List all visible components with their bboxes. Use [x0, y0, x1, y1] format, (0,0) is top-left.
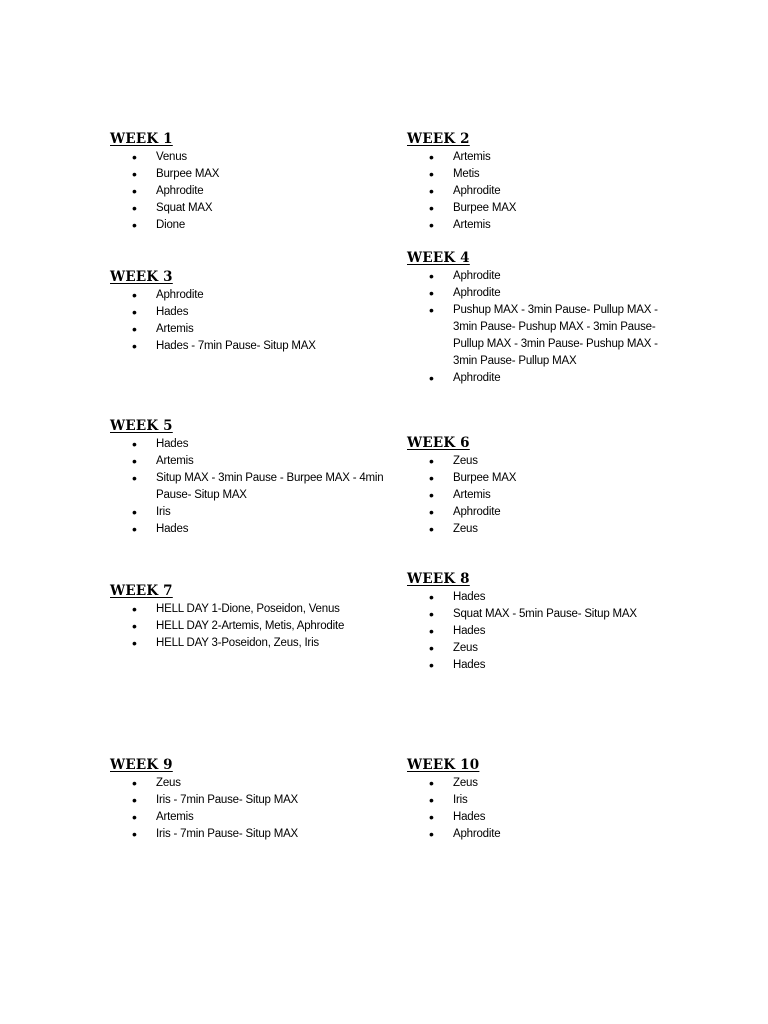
week-2-title: WEEK 2	[407, 131, 470, 147]
list-item: • Venus	[110, 149, 410, 166]
week-10-title: WEEK 10	[407, 757, 480, 773]
list-item: • Artemis	[407, 487, 677, 504]
week-3-section	[110, 269, 410, 355]
list-item: • Aphrodite	[407, 826, 677, 843]
week-5-section	[110, 418, 410, 538]
list-item: • Aphrodite	[407, 268, 677, 285]
list-item: • Hades	[407, 589, 677, 606]
list-item: • Hades - 7min Pause- Situp MAX	[110, 338, 410, 355]
week-10-list	[407, 775, 677, 843]
list-item: • HELL DAY 1-Dione, Poseidon, Venus	[110, 601, 410, 618]
list-item: • Zeus	[407, 521, 677, 538]
week-9-list	[110, 775, 410, 843]
week-9-title: WEEK 9	[110, 757, 173, 773]
list-item: • Squat MAX	[110, 200, 410, 217]
list-item: • Squat MAX - 5min Pause- Situp MAX	[407, 606, 677, 623]
week-3-list	[110, 287, 410, 355]
list-item: • Zeus	[407, 453, 677, 470]
list-item: • Situp MAX - 3min Pause - Burpee MAX - 4min Pause- Situp MAX	[110, 470, 410, 504]
list-item: • Dione	[110, 217, 410, 234]
list-item: • Burpee MAX	[407, 200, 677, 217]
week-8-title: WEEK 8	[407, 571, 470, 587]
list-item: • Artemis	[110, 453, 410, 470]
week-6-section	[407, 435, 677, 538]
list-item: • Artemis	[407, 149, 677, 166]
list-item: • Hades	[110, 521, 410, 538]
list-item: • Hades	[407, 623, 677, 640]
list-item: • Artemis	[407, 217, 677, 234]
list-item: • Hades	[407, 657, 677, 674]
week-4-title: WEEK 4	[407, 250, 470, 266]
week-7-list	[110, 601, 410, 652]
list-item: • Hades	[407, 809, 677, 826]
week-8-list	[407, 589, 677, 674]
list-item: • Aphrodite	[110, 183, 410, 200]
week-10-section	[407, 757, 677, 843]
week-9-section	[110, 757, 410, 843]
list-item: • Burpee MAX	[407, 470, 677, 487]
list-item: • Artemis	[110, 809, 410, 826]
list-item: • Hades	[110, 436, 410, 453]
week-4-list	[407, 268, 677, 387]
week-7-section	[110, 583, 410, 652]
week-2-section	[407, 131, 677, 234]
list-item: • Zeus	[407, 775, 677, 792]
list-item: • Artemis	[110, 321, 410, 338]
list-item: • Iris - 7min Pause- Situp MAX	[110, 792, 410, 809]
list-item: • Iris	[110, 504, 410, 521]
list-item: • Zeus	[110, 775, 410, 792]
week-8-section	[407, 571, 677, 674]
list-item: • Aphrodite	[407, 285, 677, 302]
list-item: • Metis	[407, 166, 677, 183]
week-1-title: WEEK 1	[110, 131, 173, 147]
list-item: • Iris - 7min Pause- Situp MAX	[110, 826, 410, 843]
week-2-list	[407, 149, 677, 234]
list-item: • Burpee MAX	[110, 166, 410, 183]
list-item: • Aphrodite	[407, 370, 677, 387]
list-item: • HELL DAY 3-Poseidon, Zeus, Iris	[110, 635, 410, 652]
list-item: • Pushup MAX - 3min Pause- Pullup MAX - 3min Pause- Pushup MAX - 3min Pause- Pullup MAX - 3min Pause- Pushup MAX - 3min Pause- Pullup MAX	[407, 302, 677, 370]
list-item: • Aphrodite	[407, 504, 677, 521]
week-5-title: WEEK 5	[110, 418, 173, 434]
list-item: • Hades	[110, 304, 410, 321]
week-6-title: WEEK 6	[407, 435, 470, 451]
list-item: • HELL DAY 2-Artemis, Metis, Aphrodite	[110, 618, 410, 635]
week-6-list	[407, 453, 677, 538]
week-5-list	[110, 436, 410, 538]
week-7-title: WEEK 7	[110, 583, 173, 599]
list-item: • Zeus	[407, 640, 677, 657]
week-1-list	[110, 149, 410, 234]
week-1-section	[110, 131, 410, 234]
week-4-section	[407, 250, 677, 387]
list-item: • Aphrodite	[110, 287, 410, 304]
list-item: • Iris	[407, 792, 677, 809]
week-3-title: WEEK 3	[110, 269, 173, 285]
list-item: • Aphrodite	[407, 183, 677, 200]
